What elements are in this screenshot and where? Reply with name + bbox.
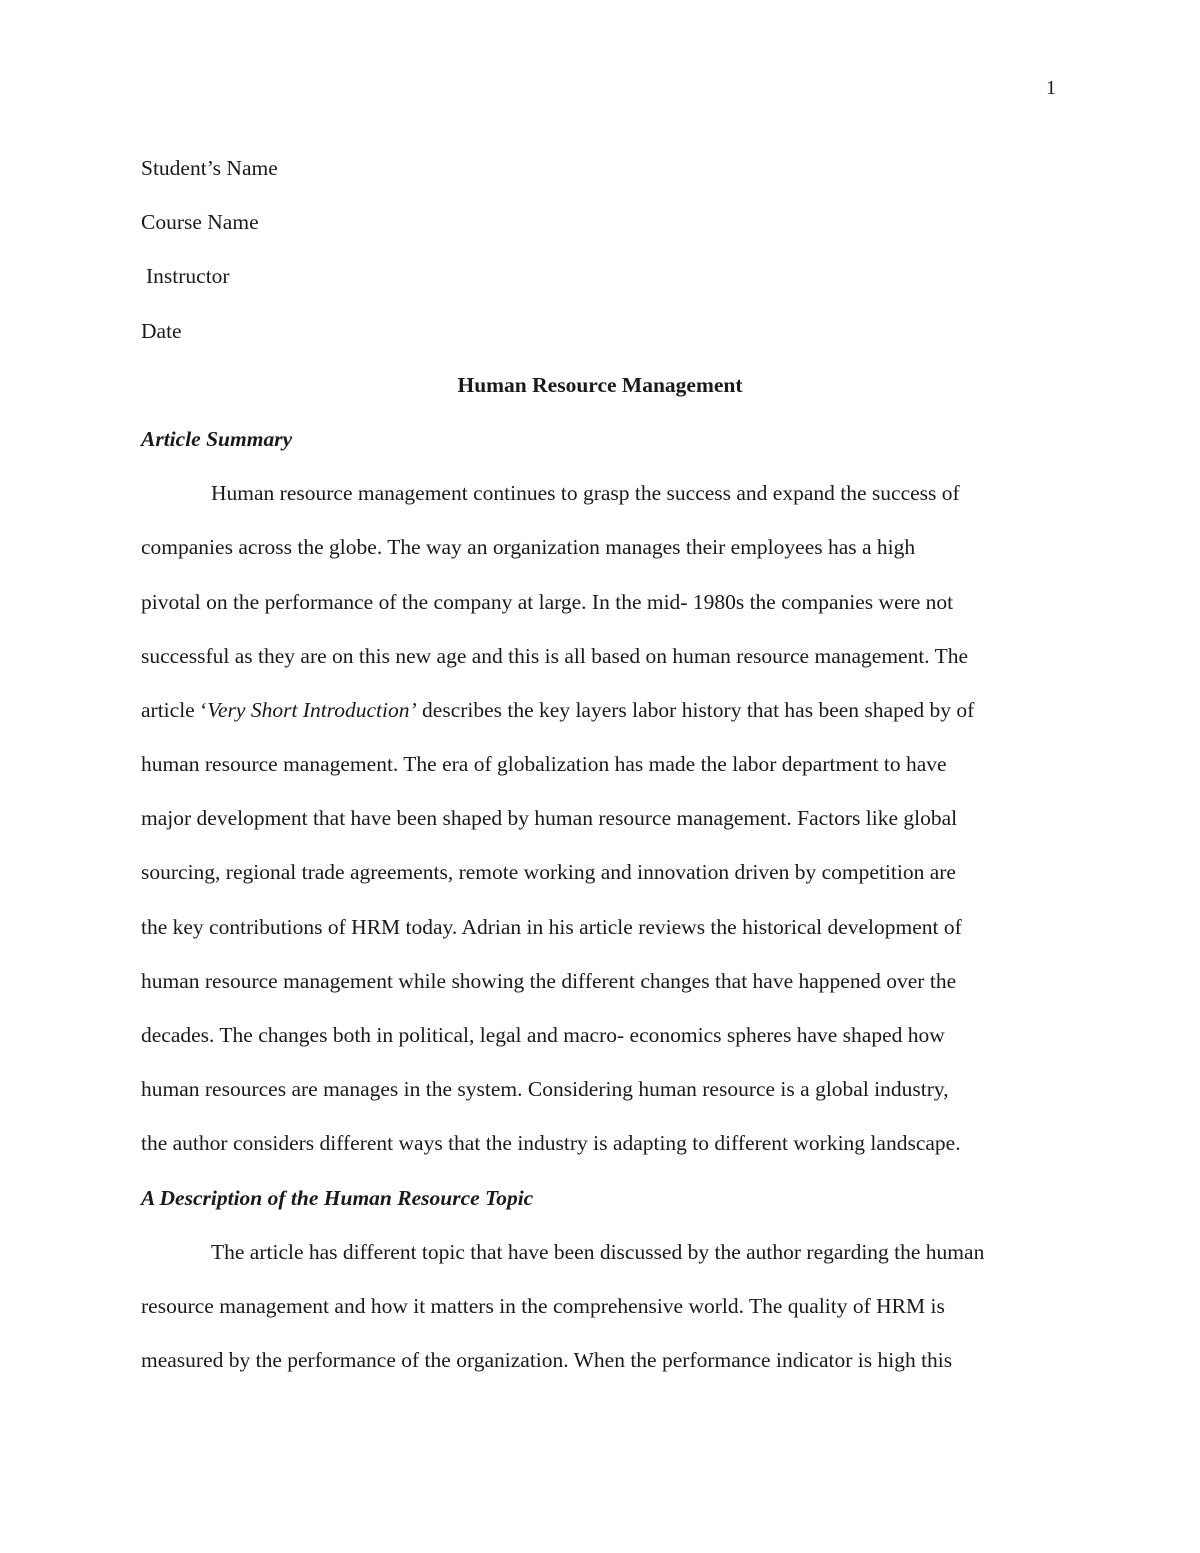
paragraph-description [141, 1225, 1071, 1388]
paragraph-line: human resources are manages in the system. Considering human resource is a global industry, [141, 1077, 949, 1102]
paragraph-line: major development that have been shaped by human resource management. Factors like global [141, 806, 958, 831]
student-name: Student’s Name [141, 156, 278, 180]
paragraph-line [141, 683, 1071, 737]
paragraph-line: Human resource management continues to grasp the success and expand the success of [211, 481, 960, 506]
document-body [141, 141, 1071, 1387]
paragraph-line: pivotal on the performance of the company at large. In the mid- 1980s the companies were not [141, 589, 954, 614]
section-heading-description: A Description of the Human Resource Topic [141, 1185, 534, 1210]
section-heading-article-summary: Article Summary [141, 426, 293, 451]
article-title-italic: Very Short Introduction’ [207, 697, 417, 722]
course-name: Course Name [141, 210, 259, 235]
paragraph-line: companies across the globe. The way an organization manages their employees has a high [141, 535, 916, 560]
paragraph-line: sourcing, regional trade agreements, remote working and innovation driven by competition are [141, 860, 956, 885]
paragraph-line: human resource management while showing the different changes that have happened over the [141, 968, 957, 993]
paragraph-line: The article has different topic that have been discussed by the author regarding the human [211, 1239, 985, 1264]
page-number: 1 [1046, 77, 1056, 99]
document-title: Human Resource Management [457, 372, 743, 397]
paragraph-line: the key contributions of HRM today. Adrian in his article reviews the historical development of [141, 914, 962, 939]
paragraph-line: the author considers different ways that the industry is adapting to different working landscape. [141, 1131, 961, 1156]
paragraph-line: decades. The changes both in political, legal and macro- economics spheres have shaped how [141, 1023, 945, 1047]
date: Date [141, 318, 182, 343]
paragraph-line: resource management and how it matters in the comprehensive world. The quality of HRM is [141, 1293, 945, 1318]
paragraph-line: successful as they are on this new age and this is all based on human resource management. The [141, 643, 969, 668]
instructor: Instructor [146, 264, 230, 289]
paragraph-line: human resource management. The era of globalization has made the labor department to have [141, 752, 947, 777]
line-text: describes the key layers labor history that has been shaped by of [416, 697, 975, 722]
line-text: article ‘ [141, 697, 208, 722]
paragraph-article-summary [141, 466, 1071, 1170]
paragraph-line: measured by the performance of the organization. When the performance indicator is high this [141, 1348, 953, 1373]
